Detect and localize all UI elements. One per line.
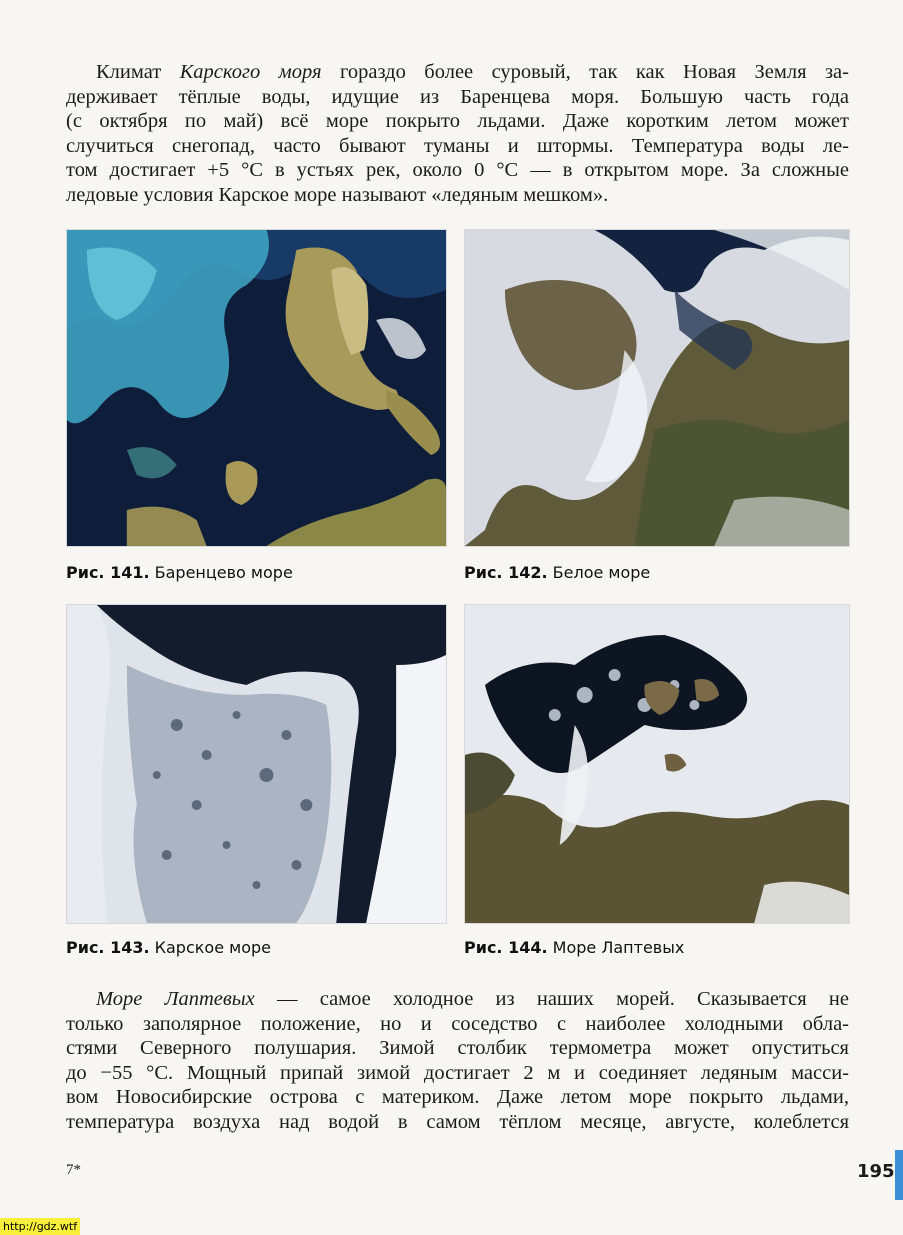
text-line: стями Северного полушария. Зимой столбик термометра может опуститься <box>66 1037 849 1060</box>
text-line: том достигает +5 °C в устьях рек, около 0 °C — в открытом море. За сложные <box>66 159 849 182</box>
text-line: вом Новосибирские острова с материком. Даже летом море покрыто льдами, <box>66 1086 849 1109</box>
text-line: температура воздуха над водой в самом тёплом месяце, августе, колеблется <box>66 1110 849 1133</box>
satellite-photo-barents-sea <box>66 229 447 547</box>
text-line: держивает тёплые воды, идущие из Баренцева моря. Большую часть года <box>66 85 849 108</box>
watermark-link[interactable]: http://gdz.wtf <box>0 1218 80 1235</box>
text-line: ледовые условия Карское море называют «ледяным мешком». <box>66 183 609 206</box>
satellite-photo-laptev-sea <box>464 604 850 924</box>
text-line: до −55 °C. Мощный припай зимой достигает 2 м и соединяет ледяным масси- <box>66 1061 849 1084</box>
figure-caption-141: Рис. 141. Баренцево море <box>66 563 293 582</box>
text-line: случиться снегопад, часто бывают туманы и штормы. Температура воды ле- <box>66 134 849 157</box>
signature-mark: 7* <box>66 1162 81 1178</box>
text-line: (с октября по май) всё море покрыто льдами. Даже коротким летом может <box>66 110 849 133</box>
text-line: Климат Карского моря гораздо более суровый, так как Новая Земля за- <box>96 61 849 83</box>
page-edge-tab <box>895 1150 903 1200</box>
satellite-photo-white-sea <box>464 229 850 547</box>
paragraph-laptev-sea <box>66 987 849 1135</box>
figure-caption-144: Рис. 144. Море Лаптевых <box>464 938 685 957</box>
figure-caption-142: Рис. 142. Белое море <box>464 563 651 582</box>
text-line: только заполярное положение, но и соседство с наиболее холодными обла- <box>66 1012 849 1035</box>
paragraph-kara-sea <box>66 60 849 208</box>
satellite-photo-kara-sea <box>66 604 447 924</box>
page-number: 195 <box>857 1161 895 1182</box>
text-line: Море Лаптевых — самое холодное из наших морей. Сказывается не <box>96 988 849 1010</box>
figure-caption-143: Рис. 143. Карское море <box>66 938 271 957</box>
